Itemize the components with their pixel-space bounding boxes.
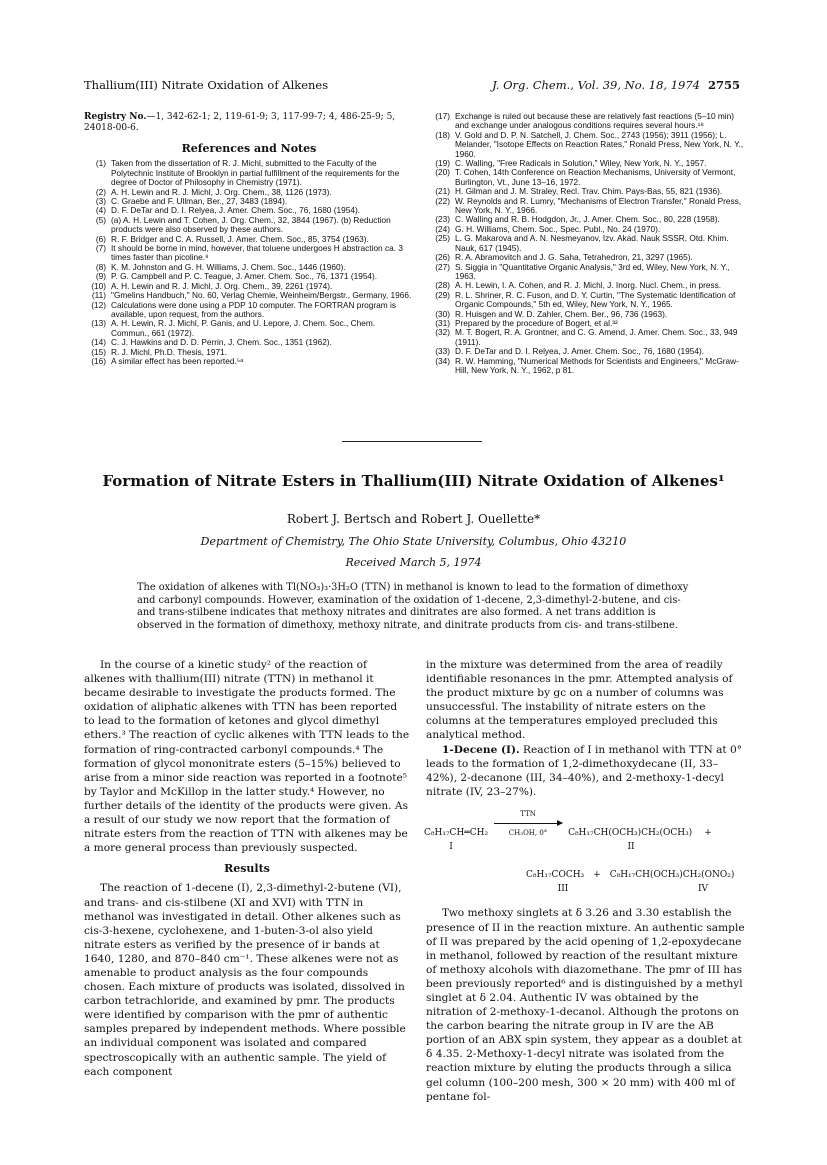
reference-text: A similar effect has been reported.⁵ᵃ (111, 355, 244, 366)
article-title: Formation of Nitrate Esters in Thallium(III) Nitrate Oxidation of Alkenes¹ (102, 472, 725, 490)
reference-text: Calculations were done using a PDP 10 computer. The FORTRAN program is available, upon request, from the authors. (111, 299, 396, 319)
reference-number: (3) (95, 196, 106, 207)
reference-text: C. Walling and R. B. Hodgdon, Jr., J. Amer. Chem. Soc., 80, 228 (1958). (455, 214, 720, 225)
reference-text: A. H. Lewin, R. J. Michl, P. Ganis, and U. Lepore, J. Chem. Soc., Chem. Commun., 661 (1972). (111, 318, 376, 338)
reference-number: (13) (91, 318, 106, 329)
reference-text: P. G. Campbell and P. C. Teague, J. Amer. Chem. Soc., 76, 1371 (1954). (111, 271, 378, 282)
reference-item (84, 216, 414, 235)
reference-text: R. F. Bridger and C. A. Russell, J. Amer. Chem. Soc., 85, 3754 (1963). (111, 233, 369, 244)
reference-item (428, 263, 746, 282)
reference-text: R. J. Michl, Ph.D. Thesis, 1971. (111, 346, 228, 357)
reference-text: S. Siggia in "Quantitative Organic Analysis," 3rd ed, Wiley, New York, N. Y., 1963. (455, 261, 730, 281)
reference-number: (28) (435, 280, 450, 291)
reference-number: (14) (91, 337, 106, 348)
reference-text: L. G. Makarova and A. N. Nesmeyanov, Izv. Akad. Nauk SSSR, Otd. Khim. Nauk, 617 (1945). (455, 233, 729, 253)
reference-item (428, 234, 746, 253)
reference-text: A. H. Lewin and R. J. Michl, J. Org. Chem., 39, 2261 (1974). (111, 280, 333, 291)
reagent-top: TTN (520, 809, 536, 818)
references-heading: References and Notes (181, 142, 317, 155)
label-ii: II (627, 842, 635, 853)
reaction-arrow (494, 807, 562, 840)
decene-text: Reaction of I in methanol with TTN at 0° leads to the formation of 1,2-dimethoxydecane (II, 33–42%), 2-decanone (III, 34–40%), and 2-methoxy-1-decyl nitrate (IV, 23–27%). (426, 743, 743, 798)
reference-item (84, 357, 414, 366)
reference-item (428, 197, 746, 216)
product-ii-formula: C₈H₁₇CH(OCH₃)CH₂(OCH₃) (568, 828, 693, 839)
body-right-column (426, 658, 746, 1104)
reference-item (428, 168, 746, 187)
reference-text: M. T. Bogert, R. A. Grontner, and C. G. Amend, J. Amer. Chem. Soc., 33, 949 (1911). (455, 327, 738, 347)
reference-number: (31) (435, 317, 450, 328)
reference-item (428, 131, 746, 159)
reference-text: R. W. Hamming, "Numerical Methods for Scientists and Engineers," McGraw-Hill, New York, N. Y., 1962, p 81. (455, 355, 739, 375)
reference-text: R. Huisgen and W. D. Zahler, Chem. Ber., 96, 736 (1963). (455, 308, 668, 319)
reference-number: (22) (435, 195, 450, 206)
registry-text: —1, 342-62-1; 2, 119-61-9; 3, 117-99-7; 4, 486-25-9; 5, 24018-00-6. (84, 112, 396, 133)
reference-text: A. H. Lewin and R. J. Michl, J. Org. Chem., 38, 1126 (1973). (111, 186, 332, 197)
pmr-paragraph: Two methoxy singlets at δ 3.26 and 3.30 establish the presence of II in the reaction mixture. An authentic sample of II was prepared by the acid opening of 1,2-epoxydecane in methanol, followed by reaction of the resultant mixture of methoxy alcohols with diazomethane. The pmr of III has been previously reported⁶ and is distinguished by a methyl singlet at δ 2.04. Authentic IV was obtained by the nitration of 2-methoxy-1-decanol. Although the protons on the carbon bearing the nitrate group in IV are the AB portion of an ABX spin system, they appear as a doublet at δ 4.35. 2-Methoxy-1-decyl nitrate was isolated from the reaction mixture by eluting the products through a silica gel column (100–200 mesh, 300 × 20 mm) with 400 ml of pentane fol- (426, 907, 745, 1103)
received-date: Received March 5, 1974 (345, 556, 482, 569)
reference-text: K. M. Johnston and G. H. Williams, J. Chem. Soc., 1446 (1960). (111, 261, 346, 272)
reagent-bottom: CH₃OH, 0° (508, 829, 548, 838)
label-iv: IV (697, 884, 709, 895)
plus-sign: + (704, 828, 712, 839)
reference-text: D. F. DeTar and D. I. Relyea, J. Amer. Chem. Soc., 76, 1680 (1954). (111, 205, 361, 216)
reference-number: (27) (435, 261, 450, 272)
reference-text: T. Cohen, 14th Conference on Reaction Mechanisms, University of Vermont, Burlington, Vt., June 13–16, 1972. (455, 167, 736, 187)
running-header-journal (492, 78, 740, 92)
reference-item (428, 112, 746, 131)
abstract: The oxidation of alkenes with Tl(NO₃)₃·3H₂O (TTN) in methanol is known to lead to the formation of dimethoxy and carbonyl compounds. However, examination of the oxidation of 1-decene, 2,3-dimethyl-2-butene, and cis- and trans-stilbene indicates that methoxy nitrates and dinitrates are also formed. A net trans addition is observed in the formation of dimethoxy, methoxy nitrate, and dinitrate products from cis- and trans-stilbene. (137, 582, 689, 631)
journal-citation: J. Org. Chem., Vol. 39, No. 18, 1974 (492, 78, 700, 92)
reaction-scheme (426, 807, 746, 896)
page-number: 2755 (707, 78, 740, 92)
results-paragraph: The reaction of 1-decene (I), 2,3-dimethyl-2-butene (VI), and trans- and cis-stilbene (XI and XVI) with TTN in methanol was investigated in detail. Other alkenes such as cis-3-hexene, cyclohexene, and 1-buten-3-ol also yield nitrate esters as verified by the presence of ir bands at 1640, 1280, and 870–840 cm⁻¹. These alkenes were not as amenable to product analysis as the four compounds chosen. Each mixture of products was isolated, dissolved in carbon tetrachloride, and examined by pmr. The products were identified by comparison with the pmr of authentic samples prepared by independent methods. Where possible an individual component was isolated and compared spectroscopically with an authentic sample. The yield of each component (84, 882, 406, 1078)
reference-item (428, 291, 746, 310)
reference-text: D. F. DeTar and D. I. Relyea, J. Amer. Chem. Soc., 76, 1680 (1954). (455, 346, 705, 357)
reference-number: (29) (435, 289, 450, 300)
reference-text: C. Graebe and F. Ullman, Ber., 27, 3483 (1894). (111, 196, 288, 207)
reactant-formula: C₈H₁₇CH═CH₂ (424, 828, 489, 839)
reference-number: (9) (95, 271, 106, 282)
reference-text: "Gmelins Handbuch," No. 60, Verlag Chemie, Weinheim/Bergstr., Germany, 1966. (111, 290, 412, 301)
reference-number: (33) (435, 346, 450, 357)
registry-numbers (84, 112, 414, 134)
reference-item (428, 328, 746, 347)
reference-number: (26) (435, 252, 450, 263)
reference-number: (32) (435, 327, 450, 338)
reference-number: (34) (435, 355, 450, 366)
section-divider (342, 441, 482, 442)
reference-item (428, 357, 746, 376)
reference-number: (2) (95, 186, 106, 197)
references-list-right (428, 112, 746, 375)
reference-number: (11) (91, 290, 106, 301)
label-i: I (449, 842, 453, 853)
reference-number: (8) (95, 261, 106, 272)
reference-number: (4) (95, 205, 106, 216)
reference-number: (17) (435, 111, 450, 121)
references-left-column (84, 112, 414, 366)
reference-number: (23) (435, 214, 450, 225)
reference-number: (25) (435, 233, 450, 244)
reference-text: Taken from the dissertation of R. J. Michl, submitted to the Faculty of the Polytechnic Institute of Brooklyn in partial fulfillment of the requirements for the degree of Doctor of Philosophy in Chemistry (1971). (111, 158, 400, 188)
references-right-column (428, 112, 746, 375)
registry-label: Registry No. (84, 112, 147, 122)
reference-number: (6) (95, 233, 106, 244)
decene-paragraph (426, 743, 746, 799)
reference-number: (15) (91, 346, 106, 357)
reference-text: It should be borne in mind, however, that toluene undergoes H abstraction ca. 3 times faster than picoline.⁸ (111, 243, 403, 263)
reference-text: R. A. Abramovitch and J. G. Saha, Tetrahedron, 21, 3297 (1965). (455, 252, 693, 263)
reference-text: W. Reynolds and R. Lumry, "Mechanisms of Electron Transfer," Ronald Press, New York, N. Y., 1966. (455, 195, 742, 216)
reference-text: C. J. Hawkins and D. D. Perrin, J. Chem. Soc., 1351 (1962). (111, 337, 332, 348)
reference-number: (21) (435, 186, 450, 197)
reference-number: (16) (91, 355, 106, 366)
reference-number: (24) (435, 223, 450, 234)
decene-lead: 1-Decene (I). (442, 743, 520, 756)
reference-item (84, 244, 414, 263)
reference-text: V. Gold and D. P. N. Satchell, J. Chem. Soc., 2743 (1956); 3911 (1956); L. Melander, "Isotope Effects on Reaction Rates," Ronald Press, New York, N. Y., 1960. (455, 129, 744, 159)
plus-sign-2: + (593, 870, 601, 881)
product-iv-formula: C₈H₁₇CH(OCH₃)CH₂(ONO₂) (609, 870, 735, 881)
running-header-title: Thallium(III) Nitrate Oxidation of Alkenes (84, 78, 329, 92)
reference-number: (12) (91, 299, 106, 310)
product-iii-formula: C₈H₁₇COCH₃ (526, 870, 585, 881)
body-left-column (84, 658, 410, 1079)
reference-number: (19) (435, 158, 450, 169)
reference-number: (5) (95, 214, 106, 225)
reference-number: (10) (91, 280, 106, 291)
label-iii: III (557, 884, 569, 895)
references-list-left (84, 159, 414, 366)
reference-item (84, 159, 414, 187)
reference-number: (30) (435, 308, 450, 319)
reference-text: G. H. Williams, Chem. Soc., Spec. Publ., No. 24 (1970). (455, 223, 661, 234)
reference-item (84, 301, 414, 320)
intro-paragraph: In the course of a kinetic study² of the reaction of alkenes with thallium(III) nitrate (TTN) in methanol it became desirable to investigate the products formed. The oxidation of aliphatic alkenes with TTN has been reported to lead to the formation of ketones and glycol dimethyl ethers.³ The reaction of cyclic alkenes with TTN leads to the formation of ring-contracted carbonyl compounds.⁴ The formation of glycol mononitrate esters (5–15%) believed to arise from a minor side reaction was reported in a footnote⁵ by Taylor and McKillop in the latter study.⁴ However, no further details of the identity of the products were given. As a result of our study we now report that the formation of nitrate esters from the reaction of TTN with alkenes may be a more general process than previously suspected. (84, 659, 410, 855)
article-authors: Robert J. Bertsch and Robert J. Ouellette* (286, 512, 541, 526)
reference-text: Prepared by the procedure of Bogert, et al.³² (455, 317, 618, 328)
reference-number: (20) (435, 167, 450, 178)
reference-text: (a) A. H. Lewin and T. Cohen, J. Org. Chem., 32, 3844 (1967). (b) Reduction products were also observed by these authors. (111, 214, 391, 235)
reference-text: H. Gilman and J. M. Straley, Recl. Trav. Chim. Pays-Bas, 55, 821 (1936). (455, 186, 723, 197)
reference-text: Exchange is ruled out because these are relatively fast reactions (5–10 min) and exchange under analogous conditions requires several hours.¹⁸ (455, 111, 735, 131)
reference-number: (7) (95, 243, 106, 254)
reference-text: R. L. Shriner, R. C. Fuson, and D. Y. Curtin, "The Systematic Identification of Organic Compounds," 5th ed, Wiley, New York, N. Y., 1965. (455, 289, 736, 310)
reference-text: C. Walling, "Free Radicals in Solution," Wiley, New York, N. Y., 1957. (455, 158, 707, 169)
article-affiliation: Department of Chemistry, The Ohio State University, Columbus, Ohio 43210 (200, 535, 627, 548)
continued-paragraph: in the mixture was determined from the area of readily identifiable resonances in the pmr. Attempted analysis of the product mixture by gc on a number of columns was unsuccessful. The instability of nitrate esters on the columns at the temperatures employed precluded this analytical method. (426, 659, 733, 742)
reference-text: A. H. Lewin, I. A. Cohen, and R. J. Michl, J. Inorg. Nucl. Chem., in press. (455, 280, 722, 291)
reference-number: (18) (435, 129, 450, 140)
reference-item (84, 319, 414, 338)
results-heading: Results (224, 862, 270, 876)
reference-number: (1) (95, 158, 106, 169)
